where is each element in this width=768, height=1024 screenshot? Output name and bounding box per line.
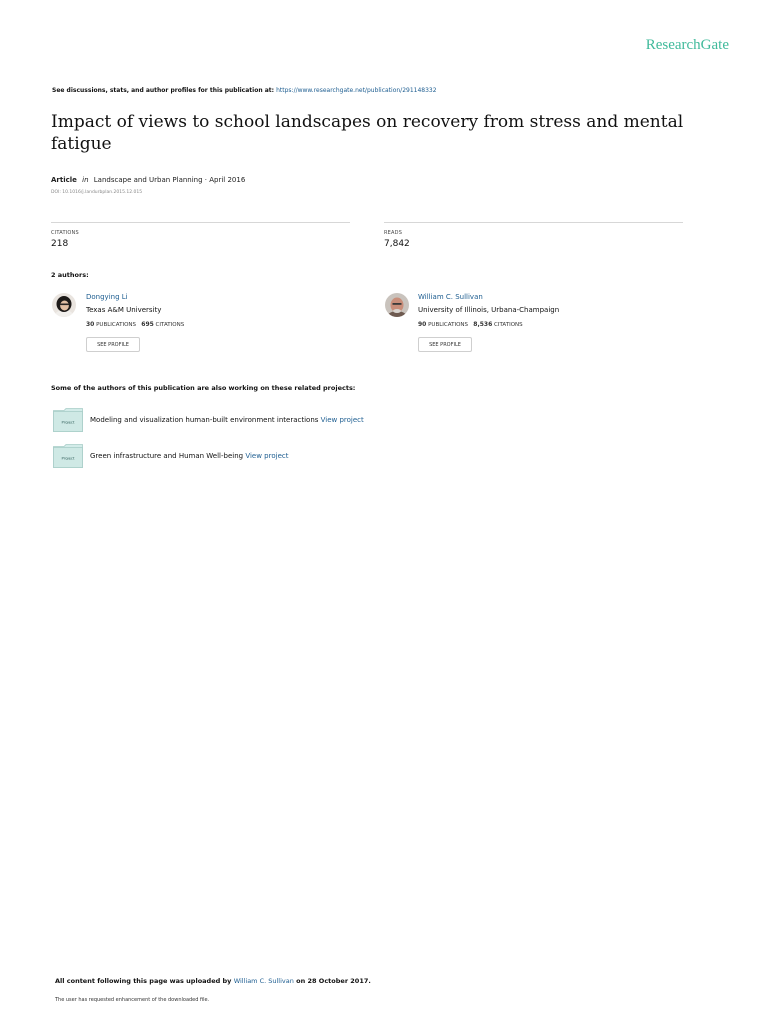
- project-item: [90, 416, 364, 424]
- citations-label: CITATIONS: [494, 322, 523, 328]
- enhancement-note: The user has requested enhancement of the downloaded file.: [55, 997, 210, 1003]
- author-name-dongying-li[interactable]: Dongying Li: [86, 293, 128, 301]
- author-avatar-william-sullivan[interactable]: [385, 293, 409, 317]
- citations-count: 218: [51, 239, 69, 249]
- author-stats: [86, 321, 184, 328]
- author-affiliation: University of Illinois, Urbana-Champaign: [418, 306, 560, 314]
- authors-heading: 2 authors:: [51, 271, 89, 279]
- author-name-william-sullivan[interactable]: William C. Sullivan: [418, 293, 483, 301]
- uploaded-suffix: on 28 October 2017.: [296, 977, 371, 985]
- project-folder-icon: [53, 444, 83, 468]
- researchgate-logo[interactable]: ResearchGate: [645, 37, 729, 53]
- doi: DOI: 10.1016/j.landurbplan.2015.12.015: [51, 190, 143, 195]
- view-project-link[interactable]: View project: [320, 416, 364, 424]
- citations-label: CITATIONS: [51, 230, 79, 236]
- see-discussions-line: [52, 87, 437, 94]
- author-affiliation: Texas A&M University: [86, 306, 162, 314]
- publication-date: · April 2016: [204, 176, 246, 184]
- citations-count: 8,536: [473, 321, 493, 328]
- journal-name: Landscape and Urban Planning: [93, 176, 203, 184]
- project-title: Modeling and visualization human-built environment interactions: [90, 416, 319, 424]
- publications-label: PUBLICATIONS: [96, 322, 137, 328]
- project-item: [90, 452, 288, 460]
- author-avatar-dongying-li[interactable]: [52, 293, 76, 317]
- see-discussions-text: See discussions, stats, and author profiles for this publication at:: [52, 87, 275, 94]
- citations-count: 695: [141, 321, 154, 328]
- article-meta: [51, 176, 245, 184]
- uploader-link[interactable]: William C. Sullivan: [233, 977, 294, 985]
- reads-divider: [384, 222, 683, 223]
- see-profile-button[interactable]: SEE PROFILE: [418, 337, 472, 352]
- article-type: Article: [51, 176, 77, 184]
- project-title: Green infrastructure and Human Well-being: [90, 452, 244, 460]
- project-folder-label: Project: [61, 419, 75, 425]
- view-project-link[interactable]: View project: [245, 452, 289, 460]
- reads-count: 7,842: [384, 239, 410, 249]
- publication-url-link[interactable]: https://www.researchgate.net/publication/291148332: [276, 87, 437, 94]
- citations-divider: [51, 222, 350, 223]
- citations-label: CITATIONS: [155, 322, 185, 328]
- publication-title: Impact of views to school landscapes on recovery from stress and mental fatigue: [51, 112, 684, 154]
- publications-label: PUBLICATIONS: [428, 322, 469, 328]
- author-stats: [418, 321, 523, 328]
- publications-count: 90: [418, 321, 427, 328]
- project-folder-icon: [53, 408, 83, 432]
- see-profile-button[interactable]: SEE PROFILE: [86, 337, 140, 352]
- upload-info: [55, 977, 371, 985]
- project-folder-label: Project: [61, 455, 75, 461]
- publications-count: 30: [86, 321, 95, 328]
- reads-label: READS: [384, 230, 403, 236]
- uploaded-prefix: All content following this page was uploaded by: [55, 977, 232, 985]
- article-in: in: [82, 176, 89, 184]
- related-projects-heading: Some of the authors of this publication are also working on these related projects:: [51, 384, 356, 392]
